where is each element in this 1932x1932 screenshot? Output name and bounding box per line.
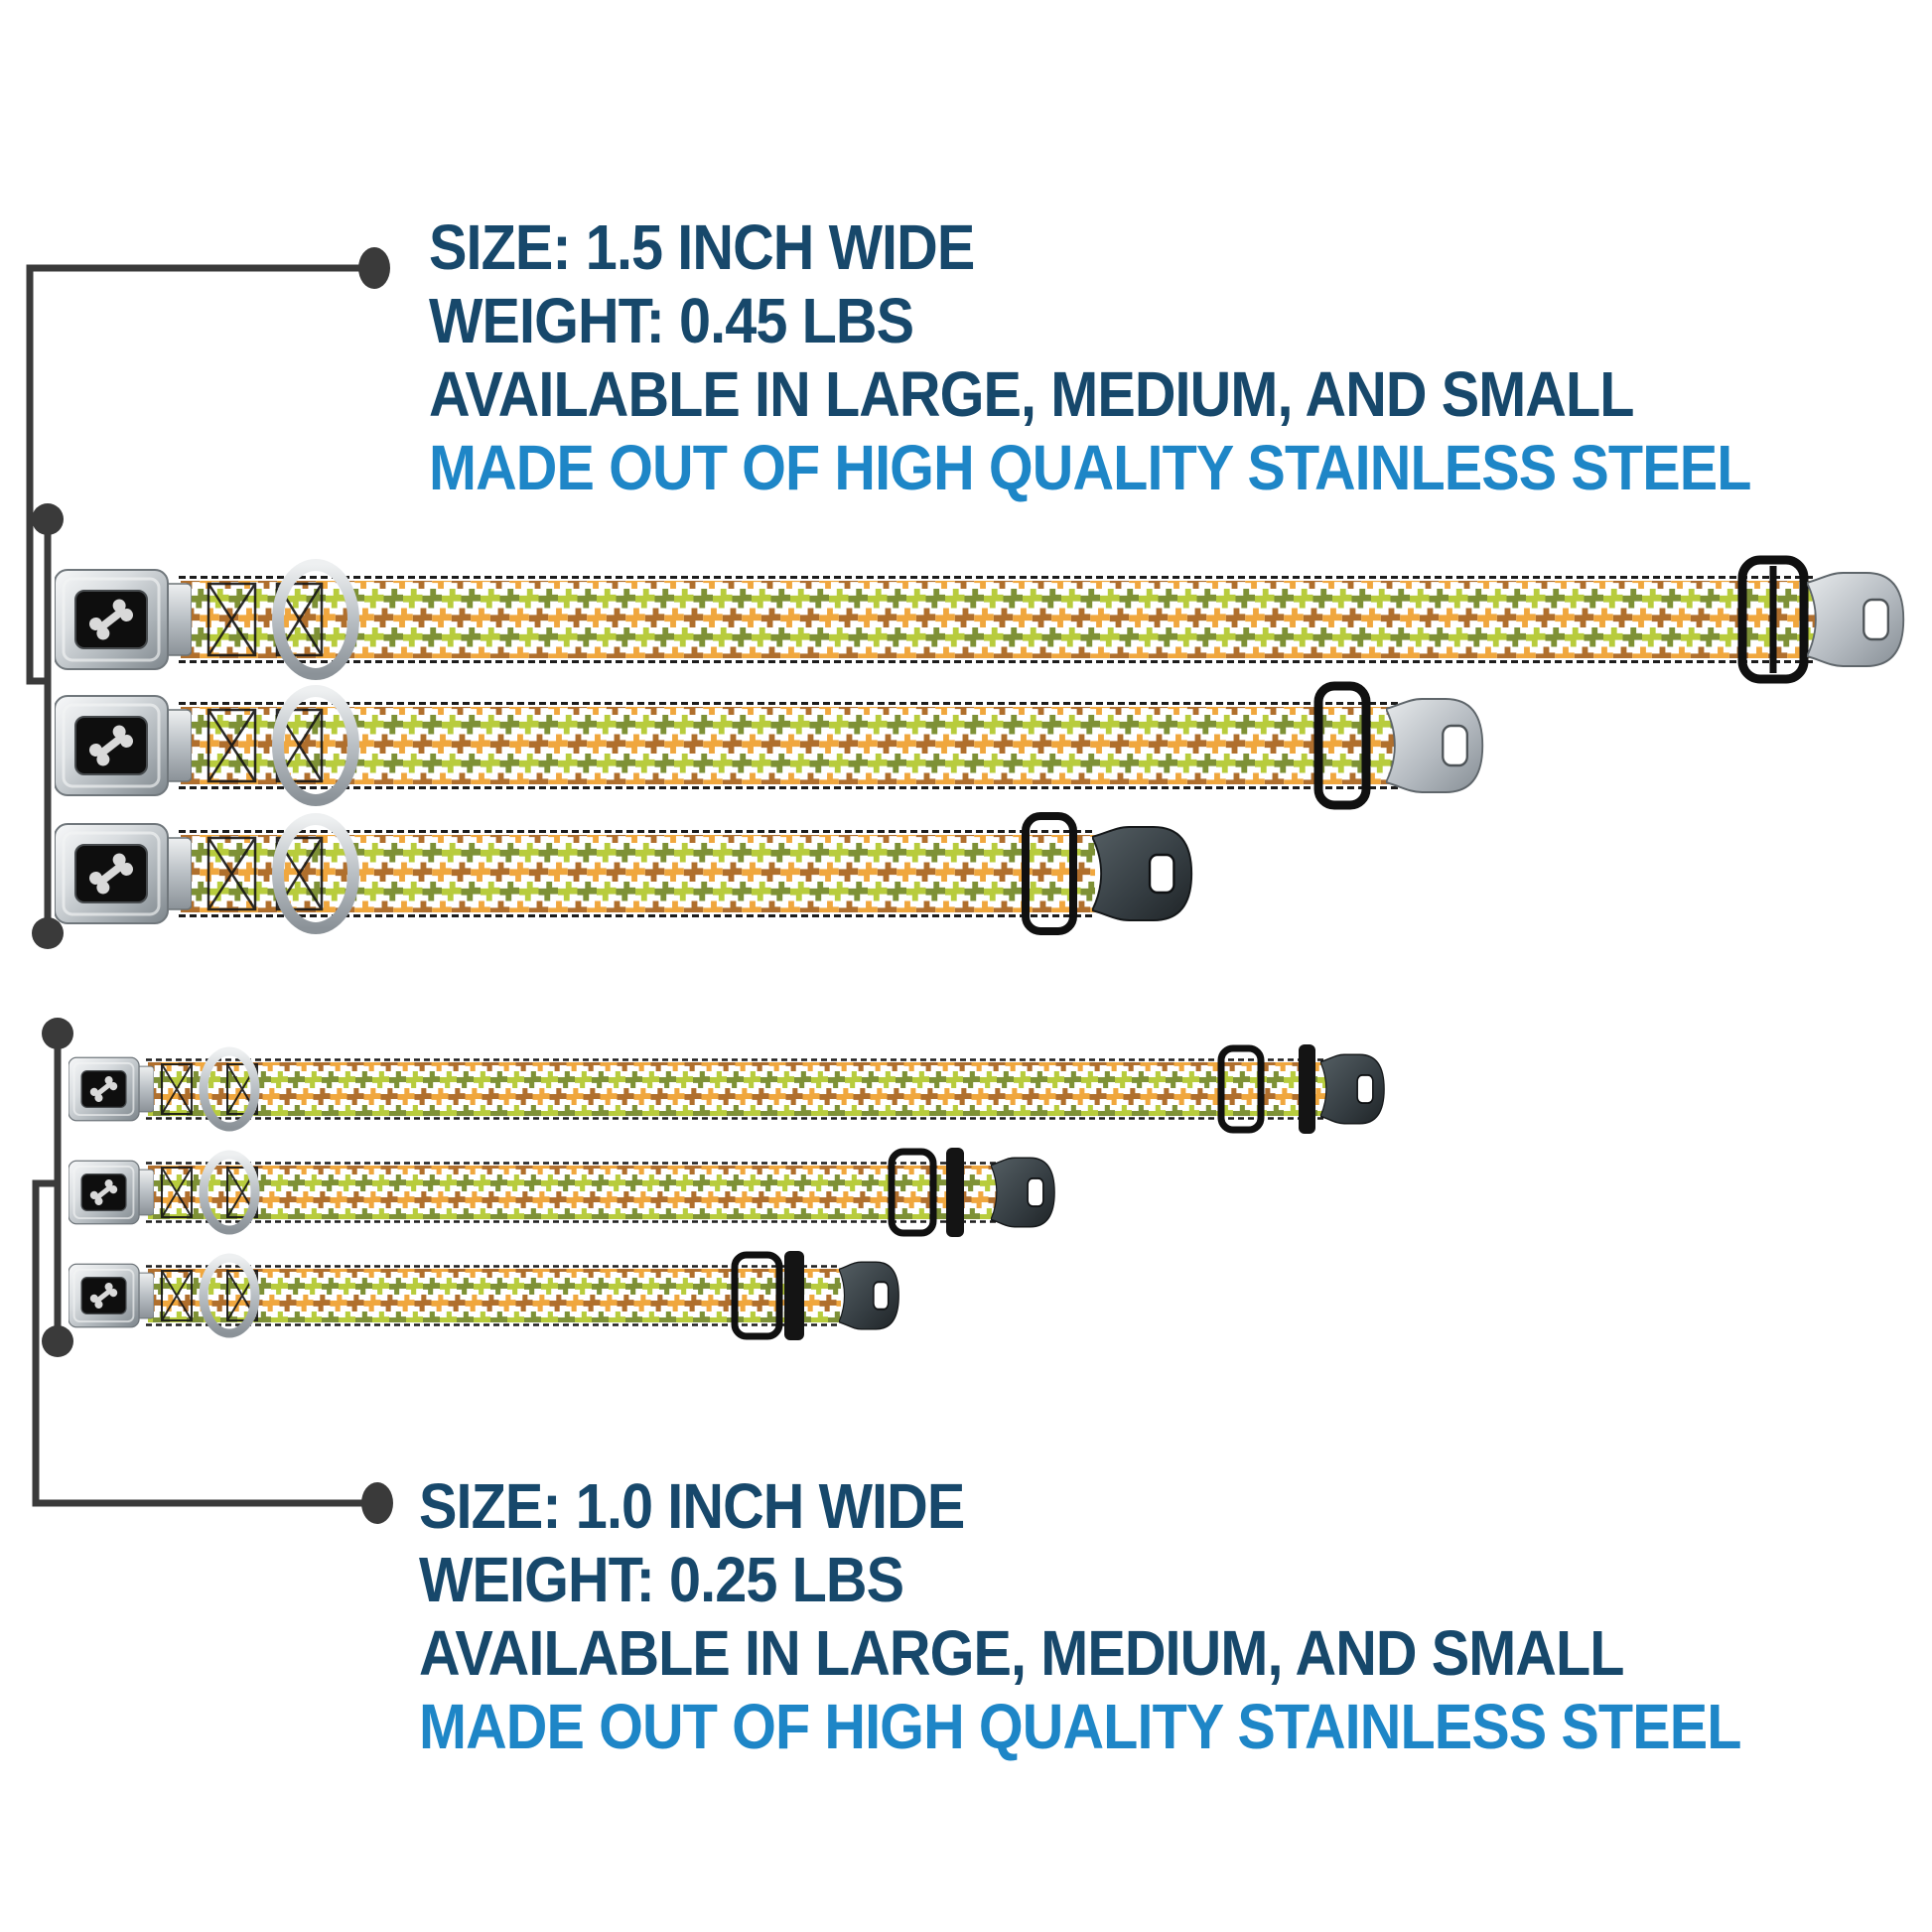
- dot-icon: [32, 503, 64, 535]
- buckle-tongue-tab: [1807, 573, 1903, 666]
- dot-icon: [361, 1482, 393, 1524]
- collar-1-5in-medium: [55, 676, 1494, 815]
- collar-1-0in-large: [69, 1037, 1389, 1141]
- weight-line: WEIGHT: 0.25 LBS: [419, 1544, 904, 1615]
- strap-keeper-bar: [1299, 1044, 1315, 1134]
- strap-keeper-bar: [784, 1251, 804, 1340]
- seatbelt-buckle-bone-icon: [69, 1161, 154, 1223]
- collar-1-0in-small: [69, 1244, 902, 1347]
- seatbelt-buckle-bone-icon: [69, 1057, 154, 1120]
- availability-line: AVAILABLE IN LARGE, MEDIUM, AND SMALL: [429, 358, 1634, 430]
- seatbelt-buckle-bone-icon: [55, 824, 192, 923]
- buckle-tongue-tab: [1320, 1054, 1384, 1124]
- strap-keeper-bar: [946, 1148, 964, 1237]
- availability-line: AVAILABLE IN LARGE, MEDIUM, AND SMALL: [419, 1617, 1624, 1689]
- dot-icon: [358, 247, 390, 289]
- material-line: MADE OUT OF HIGH QUALITY STAINLESS STEEL: [419, 1691, 1741, 1762]
- seatbelt-buckle-bone-icon: [69, 1264, 154, 1326]
- houndstooth-pattern: [148, 1166, 1000, 1219]
- buckle-tongue-tab: [1092, 827, 1191, 920]
- material-line: MADE OUT OF HIGH QUALITY STAINLESS STEEL: [429, 432, 1751, 503]
- houndstooth-pattern: [181, 835, 1095, 912]
- spec-block-1-0-inch: [419, 1469, 1741, 1763]
- houndstooth-pattern: [148, 1062, 1327, 1116]
- buckle-tongue-tab: [1386, 699, 1482, 792]
- size-line: SIZE: 1.0 INCH WIDE: [419, 1470, 965, 1542]
- collar-1-0in-medium: [69, 1141, 1061, 1244]
- spec-block-1-5-inch: [429, 210, 1751, 504]
- seatbelt-buckle-bone-icon: [55, 696, 192, 795]
- buckle-tongue-tab: [839, 1262, 898, 1329]
- collar-1-5in-large: [55, 550, 1911, 689]
- houndstooth-pattern: [181, 707, 1403, 784]
- seatbelt-buckle-bone-icon: [55, 570, 192, 669]
- weight-line: WEIGHT: 0.45 LBS: [429, 285, 914, 356]
- collar-1-5in-small: [55, 804, 1206, 943]
- buckle-tongue-tab: [991, 1158, 1054, 1227]
- size-line: SIZE: 1.5 INCH WIDE: [429, 211, 975, 283]
- houndstooth-pattern: [181, 581, 1815, 658]
